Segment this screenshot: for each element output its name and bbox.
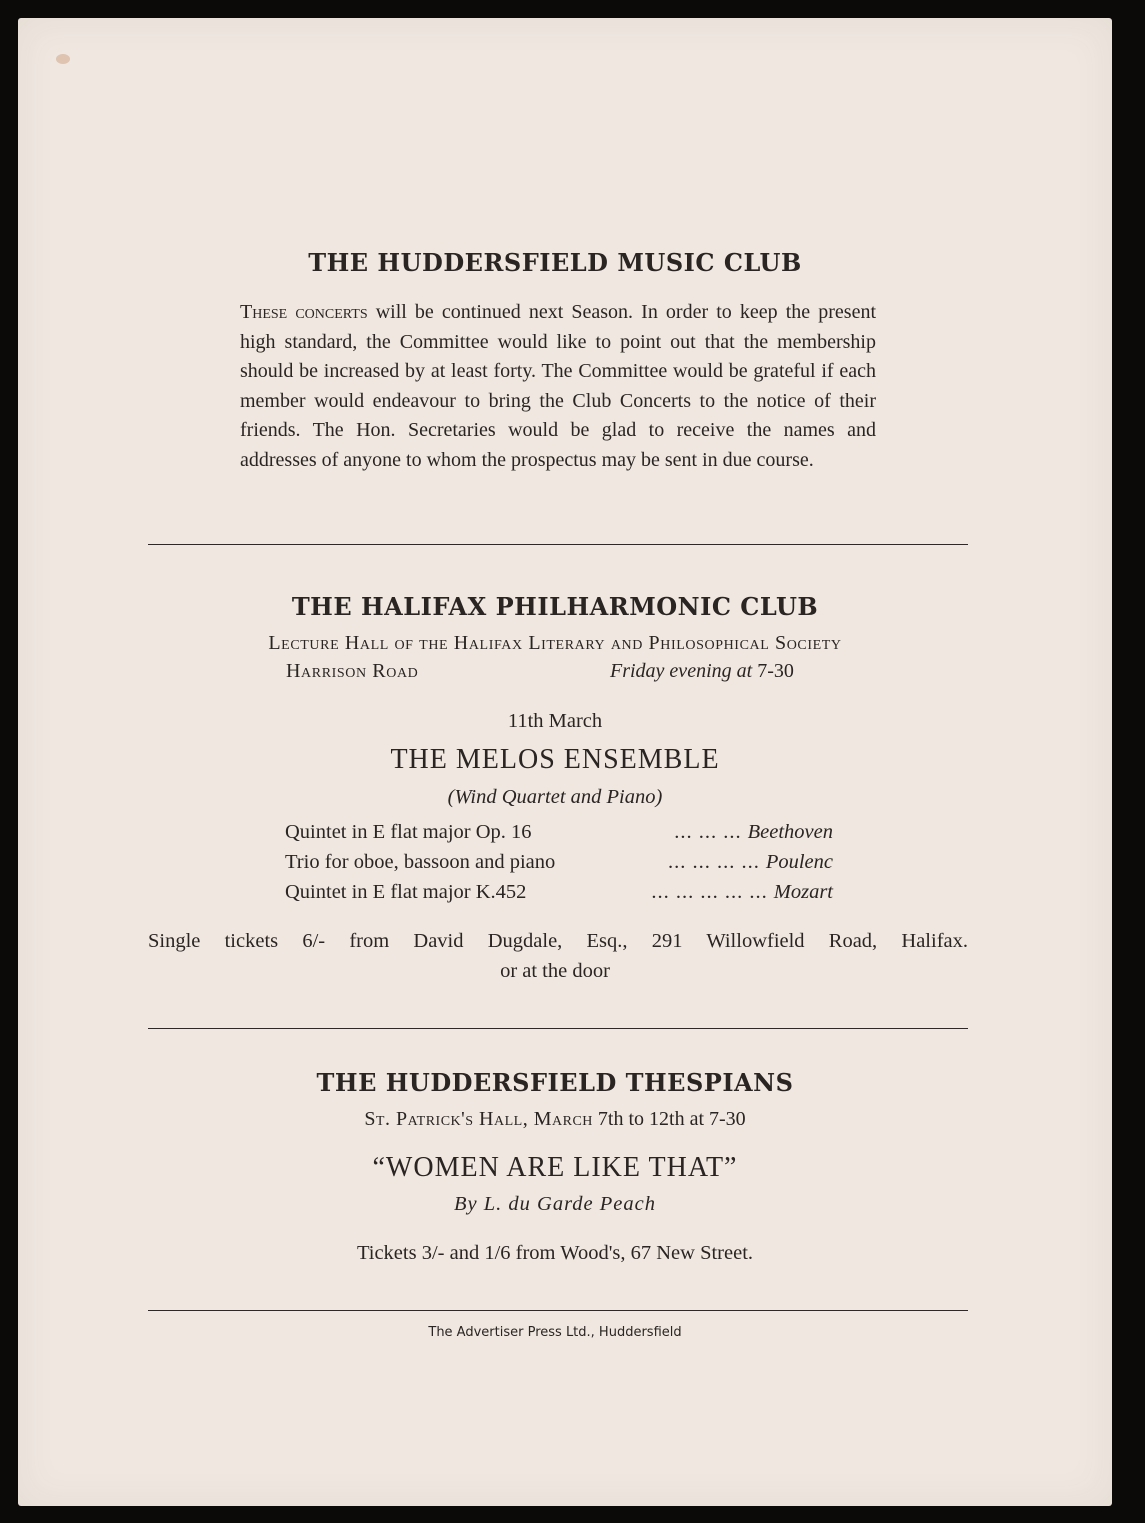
programme-item — [285, 851, 833, 874]
programme-work: Quintet in E flat major Op. 16 — [285, 821, 532, 843]
divider-3 — [148, 1310, 968, 1311]
programme-composer: Mozart — [773, 881, 833, 903]
programme-work: Quintet in E flat major K.452 — [285, 881, 527, 903]
play-title: “WOMEN ARE LIKE THAT” — [372, 1152, 738, 1183]
music-club-title: THE HUDDERSFIELD MUSIC CLUB — [308, 248, 802, 277]
halifax-tickets: Single tickets 6/- from David Dugdale, Esq., 291 Willowfield Road, Halifax. — [148, 930, 968, 952]
halifax-time-label: Friday evening at — [610, 660, 753, 682]
thespians-venue-line — [0, 1108, 1110, 1131]
paper-stain — [56, 54, 70, 64]
halifax-road: Harrison Road — [286, 660, 419, 682]
programme-leader: ... ... ... — [674, 821, 742, 843]
halifax-tickets-door: or at the door — [500, 960, 610, 982]
halifax-time-value: 7-30 — [757, 660, 794, 682]
halifax-club-title: THE HALIFAX PHILHARMONIC CLUB — [291, 592, 819, 621]
thespians-dates: 7th to 12th at 7-30 — [597, 1108, 746, 1130]
halifax-time — [610, 660, 794, 683]
ensemble-name: THE MELOS ENSEMBLE — [390, 744, 720, 775]
thespians-tickets: Tickets 3/- and 1/6 from Wood's, 67 New Street. — [356, 1242, 754, 1264]
notice-body: will be continued next Season. In order to keep the present high standard, the Committee would like to point out that the membership should be increased by at least forty. The Committee would be grateful if each member would endeavour to bring the Club Concerts to the notice of their friends. The Hon. Secretaries would be glad to receive the names and addresses of anyone to whom the prospectus may be sent in due course. — [240, 301, 877, 471]
notice-lead: These concerts — [240, 301, 368, 323]
halifax-venue: Lecture Hall of the Halifax Literary and Philosophical Society — [268, 632, 842, 654]
programme-work: Trio for oboe, bassoon and piano — [285, 851, 556, 873]
programme-item — [285, 821, 833, 844]
printer-imprint: The Advertiser Press Ltd., Huddersfield — [428, 1325, 682, 1340]
ensemble-note: (Wind Quartet and Piano) — [447, 786, 663, 808]
concert-date: 11th March — [507, 710, 603, 732]
programme-composer: Beethoven — [747, 821, 833, 843]
play-author: By L. du Garde Peach — [454, 1193, 656, 1215]
divider-1 — [148, 544, 968, 545]
thespians-title: THE HUDDERSFIELD THESPIANS — [316, 1068, 794, 1097]
thespians-venue: St. Patrick's Hall, March — [364, 1108, 593, 1130]
divider-2 — [148, 1028, 968, 1029]
programme-item — [285, 881, 833, 904]
music-club-notice — [240, 298, 876, 475]
programme-composer: Poulenc — [765, 851, 833, 873]
programme-leader: ... ... ... ... — [667, 851, 760, 873]
programme-leader: ... ... ... ... ... — [651, 881, 768, 903]
